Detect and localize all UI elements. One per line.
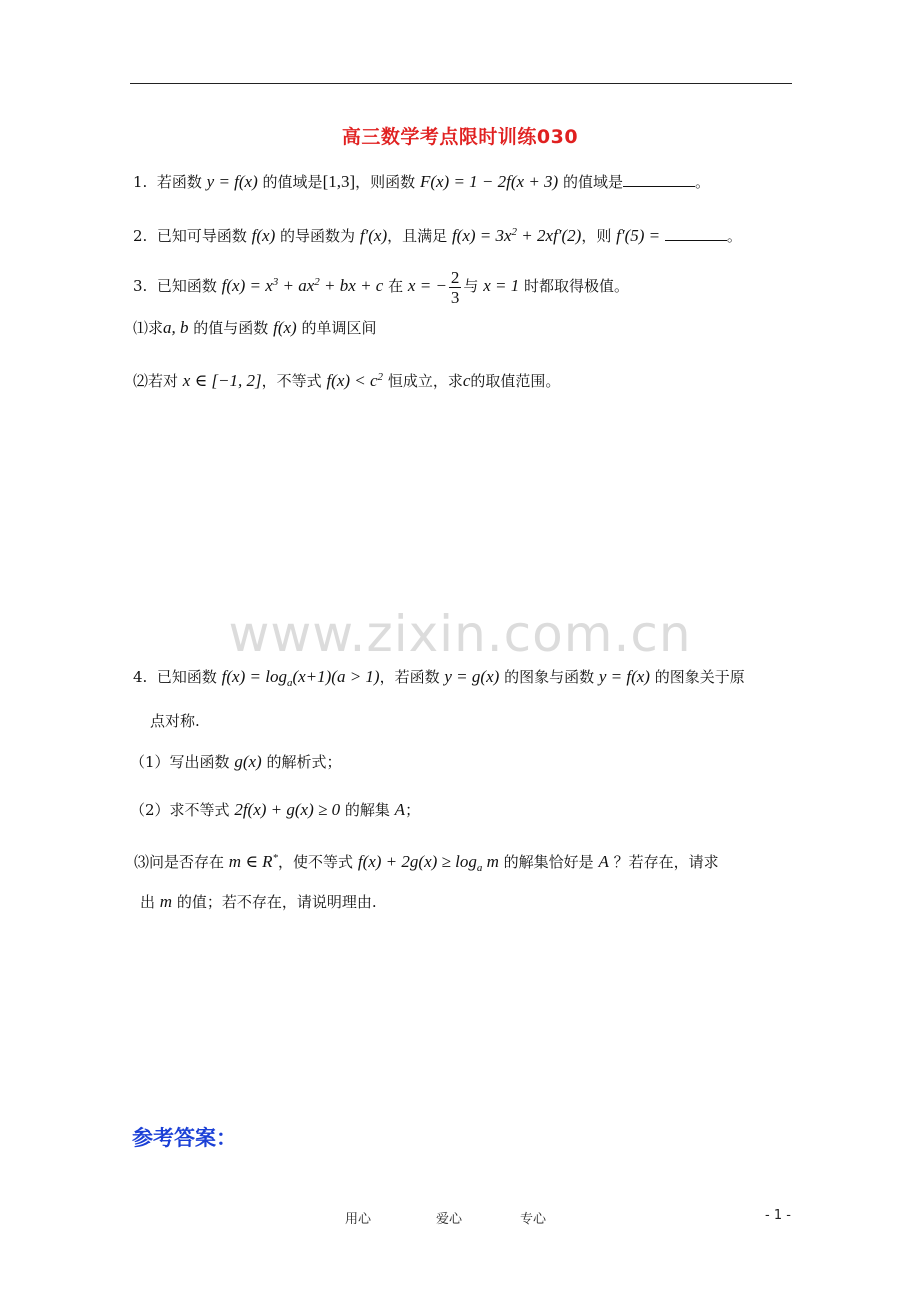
q2-formula-4: f′(5) = [616, 226, 661, 245]
q2-text-1: 已知可导函数 [156, 227, 247, 245]
q4-formula-1: f(x) = log [221, 667, 287, 686]
q2-formula-2: f′(x) [359, 226, 388, 245]
question-4 [133, 667, 745, 693]
q4-part-3-formula-4: A [598, 852, 609, 871]
q2-text-4: ，则 [581, 227, 612, 245]
q4-part-2-formula: 2f(x) + g(x) ≥ 0 [234, 800, 341, 819]
question-3-part-1 [133, 318, 376, 338]
footer-item-2: 爱心 [436, 1212, 463, 1227]
q3-part-1-text-2: 的单调区间 [301, 319, 377, 337]
q3-text-1: 已知函数 [156, 277, 217, 295]
q1-formula-1: y = f(x) [206, 172, 258, 191]
q3-formula-3: x = 1 [483, 276, 520, 295]
q4-part-2-label: （2）求不等式 [130, 801, 230, 819]
fraction-denominator: 3 [450, 287, 460, 307]
q3-text-2: 在 [388, 277, 404, 295]
q3-formula-2: x = − [407, 276, 447, 295]
q4-part-1-formula: g(x) [234, 752, 262, 771]
q4-part-1-label: （1）写出函数 [130, 753, 230, 771]
q3-part-2-text-3: 的取值范围。 [470, 372, 561, 390]
q1-text-3: ，则函数 [355, 173, 416, 191]
header-rule [130, 83, 792, 84]
q1-text-1: 若函数 [156, 173, 202, 191]
q2-formula-1: f(x) [251, 226, 276, 245]
q2-formula-3b: + 2xf′(2) [517, 226, 582, 245]
q1-text-5: 。 [695, 173, 711, 191]
q4-part-3-subscript: a [476, 862, 483, 874]
q4-part-3-formula-3: m [482, 852, 499, 871]
answer-heading: 参考答案： [132, 1126, 237, 1150]
q3-formula-1a: f(x) = x [221, 276, 273, 295]
q2-text-2: 的导函数为 [280, 227, 356, 245]
question-3-part-2 [133, 367, 560, 391]
q4-part-3-label: ⑶问是否存在 [134, 853, 225, 871]
q4-part-3-text-3: ？若存在，请求 [613, 853, 719, 871]
q3-part-2-formula-1: x ∈ [−1, 2] [182, 371, 262, 390]
q4-text-5: 点对称. [150, 712, 200, 730]
q2-text-5: 。 [726, 227, 742, 245]
q1-formula-2: [1,3] [322, 172, 356, 191]
q4-part-3-text-2: 的解集恰好是 [503, 853, 594, 871]
fraction [449, 268, 462, 307]
q3-formula-1b: + ax [278, 276, 315, 295]
question-4-continued [150, 711, 200, 731]
q2-formula-3a: f(x) = 3x [451, 226, 512, 245]
fraction-numerator: 2 [450, 267, 460, 287]
footer-item-3: 专心 [520, 1212, 547, 1227]
q3-part-2-text-2: 恒成立，求 [387, 372, 463, 390]
q4-part-2-text-1: 的解集 [344, 801, 390, 819]
q4-part-3-text-4a: 出 [140, 893, 156, 911]
q4-part-3-text-4b: 的值；若不存在，请说明理由. [176, 893, 377, 911]
question-3 [133, 263, 629, 307]
q4-part-1-text: 的解析式； [266, 753, 342, 771]
q4-text-1: 已知函数 [156, 668, 217, 686]
question-1 [133, 172, 710, 192]
q4-part-3-formula-5: m [159, 892, 173, 911]
footer-item-1: 用心 [345, 1212, 372, 1227]
q3-part-1-label: ⑴求 [133, 319, 164, 337]
question-number: 3. [133, 277, 148, 295]
q4-subscript: a [286, 677, 293, 689]
q4-part-3-superscript: * [272, 852, 279, 864]
q3-text-3: 与 [463, 277, 479, 295]
question-number: 1. [133, 173, 148, 191]
question-4-part-3-continued [140, 892, 377, 912]
q1-text-2: 的值域是 [262, 173, 323, 191]
question-4-part-2 [130, 800, 420, 820]
q2-exponent: 2 [511, 226, 518, 238]
question-2 [133, 222, 742, 246]
q4-part-3-formula-1: m ∈ R [228, 852, 273, 871]
q4-text-3: 的图象与函数 [504, 668, 595, 686]
question-number: 2. [133, 227, 148, 245]
q3-part-2-text-1: ，不等式 [261, 372, 322, 390]
q4-formula-2: y = g(x) [444, 667, 500, 686]
q1-formula-3: F(x) = 1 − 2f(x + 3) [419, 172, 559, 191]
q4-part-3-text-1: ，使不等式 [278, 853, 354, 871]
q3-part-2-label: ⑵若对 [133, 372, 179, 390]
q3-part-2-formula-2: f(x) < c [326, 371, 378, 390]
q3-formula-1c: + bx + c [319, 276, 384, 295]
q4-formula-1b: (x+1)(a > 1) [292, 667, 380, 686]
question-4-part-3 [134, 848, 719, 878]
q4-text-2: ，若函数 [379, 668, 440, 686]
page-number: - 1 - [765, 1208, 791, 1223]
question-number: 4. [133, 668, 148, 686]
q4-part-2-formula-2: A [394, 800, 406, 819]
q3-text-4: 时都取得极值。 [524, 277, 630, 295]
q3-part-1-formula-2: f(x) [273, 318, 297, 337]
answer-blank[interactable] [623, 172, 695, 187]
q1-text-4: 的值域是 [562, 173, 623, 191]
q3-exponent-2: 2 [314, 276, 320, 288]
q3-part-1-text-1: 的值与函数 [193, 319, 269, 337]
answer-blank[interactable] [665, 226, 727, 241]
q4-formula-3: y = f(x) [598, 667, 650, 686]
q2-text-3: ，且满足 [387, 227, 448, 245]
q3-part-1-formula-1: a, b [163, 318, 189, 337]
q4-text-4: 的图象关于原 [654, 668, 745, 686]
q4-part-2-text-2: ； [405, 801, 421, 819]
page-title: 高三数学考点限时训练030 [341, 126, 579, 148]
question-4-part-1 [130, 752, 342, 772]
q3-exponent-1: 3 [272, 276, 279, 288]
q3-part-2-exponent: 2 [377, 371, 384, 383]
q3-part-2-formula-3: c [462, 371, 471, 390]
q4-part-3-formula-2: f(x) + 2g(x) ≥ log [357, 852, 477, 871]
watermark: www.zixin.com.cn [228, 605, 692, 663]
